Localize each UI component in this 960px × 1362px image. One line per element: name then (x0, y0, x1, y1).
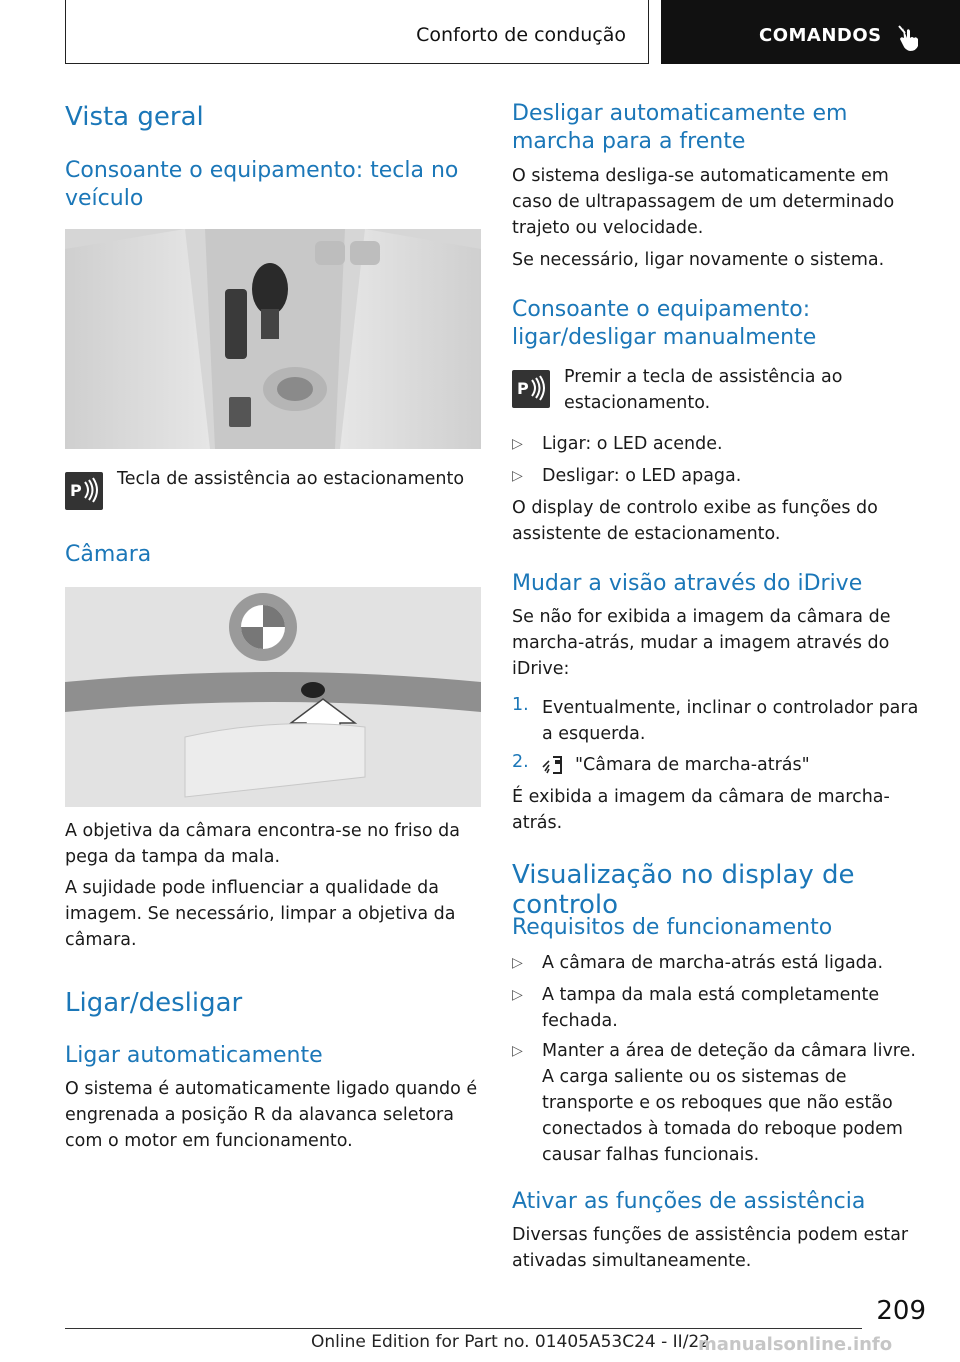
assist-paragraph: Diversas funções de assistência podem estar ativadas simultaneamente. (512, 1225, 909, 1271)
park-assist-button-icon-2 (512, 370, 550, 408)
rear-camera-car-icon (541, 755, 567, 777)
bullet-icon: ▷ (512, 468, 523, 484)
bullet-icon: ▷ (512, 1043, 523, 1059)
idrive-step-2: "Câmara de marcha-atrás" (575, 755, 810, 775)
heading-requirements: Requisitos de funcionamento (512, 915, 833, 940)
requirement-2: A tampa da mala está completamente fechada. (542, 985, 880, 1031)
bullet-icon: ▷ (512, 955, 523, 971)
auto-off-paragraph-1: O sistema desliga-se automaticamente em caso de ultrapassagem de um determinado trajeto ou velocidade. (512, 166, 895, 238)
requirement-3: Manter a área de deteção da câmara livre. A carga saliente ou os sistemas de transporte e os reboques que não estão conectados à tomada do reboque podem causar falhas funcionais. (542, 1041, 916, 1165)
header-section-tab (65, 0, 649, 64)
heading-on-off: Ligar/desligar (65, 988, 243, 1018)
rear-camera-photo (65, 587, 481, 807)
manual-bullet-2: Desligar: o LED apaga. (542, 466, 742, 486)
page-number: 209 (876, 1296, 926, 1326)
footer-rule (65, 1328, 862, 1329)
idrive-paragraph-2: É exibida a imagem da câmara de marcha-atrás. (512, 787, 890, 833)
step-number: 2. (512, 752, 529, 772)
heading-manual-on-off: Consoante o equipamento: ligar/desligar manualmente (512, 297, 817, 350)
watermark: manualsonline.info (698, 1334, 893, 1355)
header-chapter-title: COMANDOS (759, 25, 882, 46)
button-caption: Tecla de assistência ao estacionamento (117, 469, 465, 489)
heading-auto-on: Ligar automaticamente (65, 1043, 323, 1068)
pointing-hand-icon (897, 24, 923, 52)
manual-paragraph: O display de controlo exibe as funções do assistente de estacionamento. (512, 498, 878, 544)
camera-paragraph-1: A objetiva da câmara encontra-se no friso da pega da tampa da mala. (65, 821, 460, 867)
manual-caption: Premir a tecla de assistência ao estacionamento. (564, 367, 843, 413)
park-assist-button-icon (65, 472, 103, 510)
header-chapter-tab (661, 0, 960, 64)
bullet-icon: ▷ (512, 436, 523, 452)
heading-camera: Câmara (65, 542, 152, 567)
camera-paragraph-2: A sujidade pode influenciar a qualidade da imagem. Se necessário, limpar a objetiva da câmara. (65, 878, 456, 950)
center-console-photo (65, 229, 481, 449)
footer-edition: Online Edition for Part no. 01405A53C24 - II/22 (311, 1332, 711, 1352)
auto-on-paragraph: O sistema é automaticamente ligado quando é engrenada a posição R da alavanca seletora com o motor em funcionamento. (65, 1079, 478, 1151)
heading-overview: Vista geral (65, 102, 204, 132)
heading-auto-off: Desligar automaticamente em marcha para a frente (512, 101, 848, 154)
header-section-title: Conforto de condução (416, 24, 626, 46)
svg-text:P: P (517, 379, 529, 398)
idrive-step-1: Eventualmente, inclinar o controlador para a esquerda. (542, 698, 919, 744)
heading-display: Visualização no display de controlo (512, 860, 855, 920)
heading-idrive: Mudar a visão através do iDrive (512, 571, 863, 596)
svg-text:P: P (70, 481, 82, 500)
requirement-1: A câmara de marcha-atrás está ligada. (542, 953, 884, 973)
heading-assist-functions: Ativar as funções de assistência (512, 1189, 866, 1214)
heading-button-in-vehicle: Consoante o equipamento: tecla no veículo (65, 158, 459, 211)
manual-bullet-1: Ligar: o LED acende. (542, 434, 723, 454)
bullet-icon: ▷ (512, 987, 523, 1003)
idrive-paragraph: Se não for exibida a imagem da câmara de marcha-atrás, mudar a imagem através do iDrive: (512, 607, 891, 679)
auto-off-paragraph-2: Se necessário, ligar novamente o sistema. (512, 250, 885, 270)
step-number: 1. (512, 695, 529, 715)
